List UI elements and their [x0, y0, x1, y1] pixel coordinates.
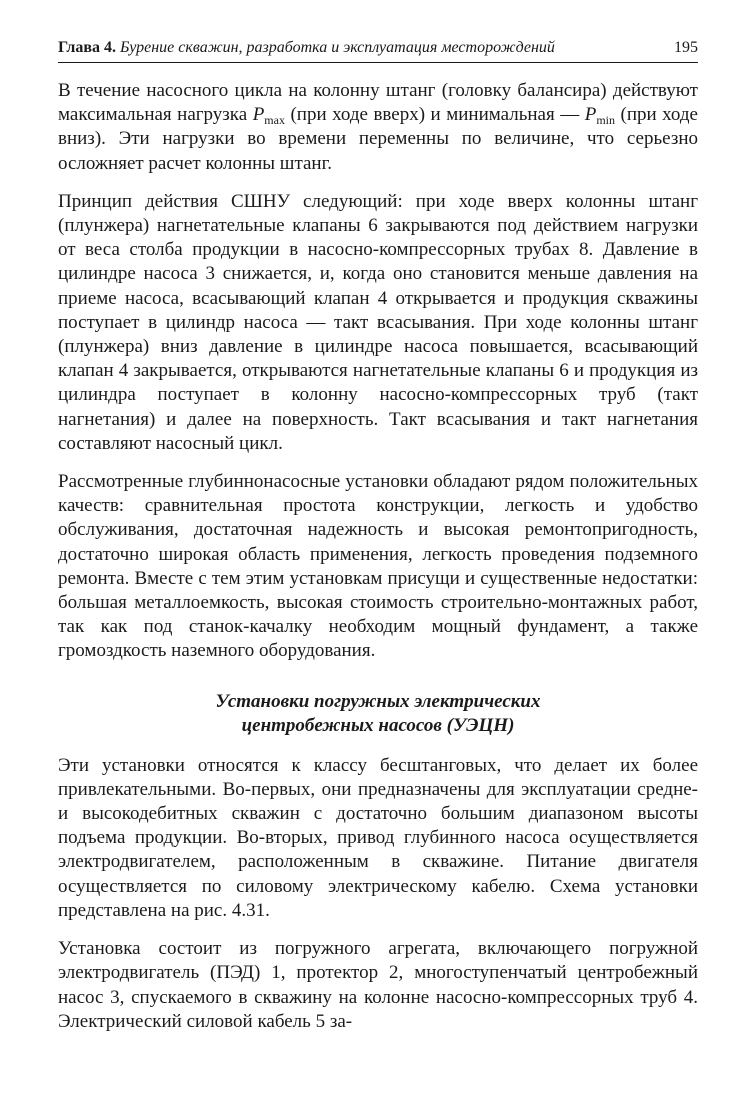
chapter-title: Бурение скважин, разработка и эксплуатация месторождений: [120, 39, 555, 56]
page-number: 195: [674, 39, 698, 56]
pmax-symbol: P: [252, 104, 265, 126]
pmin-subscript: min: [596, 113, 615, 128]
paragraph-advantages-disadvantages: Рассмотренные глубиннонасосные установки обладают рядом положительных качеств: сравнительная простота конструкции, легкость и удобство обслуживания, достаточная надежность и высокая ремонтопригодность, достаточно широкая область применения, легкость проведения подземного ремонта. Вместе с тем этим установкам присущи и существенные недостатки: большая металлоемкость, высокая стоимость строительно-монтажных работ, так как под станок-качалку необходим мощный фундамент, а также громоздкость наземного оборудования.: [58, 471, 698, 662]
paragraph-rodless-units: Эти установки относятся к классу бесштанговых, что делает их более привлекательными. Во-первых, они предназначены для эксплуатации средне- и высокодебитных скважин с достаточно большим диапазоном высоты подъема продукции. Во-вторых, привод глубинного насоса осуществляется электродвигателем, расположенным в скважине. Питание двигателя осуществляется по силовому электрическому кабелю. Схема установки представлена на рис. 4.31.: [58, 754, 698, 921]
paragraph-1-part-2: (при ходе вверх) и минимальная —: [284, 104, 585, 126]
running-head: [58, 38, 698, 63]
paragraph-operating-principle: Принцип действия СШНУ следующий: при ходе вверх колонны штанг (плунжера) нагнетательные клапаны 6 закрываются под действием нагрузки от веса столба продукции в насосно-компрессорных трубах 8. Давление в цилиндре насоса 3 снижается, и, когда оно становится меньше давления на приеме насоса, всасывающий клапан 4 открывается и продукция скважины поступает в цилиндр насоса — такт всасывания. При ходе колонны штанг (плунжера) вниз давление в цилиндре насоса повышается, всасывающий клапан 4 закрывается, открываются нагнетательные клапаны 6 и продукция из цилиндра поступает в колонну насосно-компрессорных труб (такт нагнетания) и далее на поверхность. Такт всасывания и такт нагнетания составляют насосный цикл.: [58, 190, 698, 454]
pmin-symbol: P: [584, 104, 597, 126]
book-page: [58, 38, 698, 1048]
chapter-label: Глава 4.: [58, 39, 116, 56]
paragraph-unit-composition: Установка состоит из погружного агрегата, включающего погружной электродвигатель (ПЭД) 1, протектор 2, многоступенчатый центробежный насос 3, спускаемого в скважину на колонне насосно-компрессорных труб 4. Электрический силовой кабель 5 за-: [58, 938, 698, 1032]
section-heading-line-1: Установки погружных электрических: [215, 690, 541, 712]
paragraph-1-part-3: (при ходе вниз). Эти нагрузки во времени переменны по величине, что серьезно осложняет расчет колонны штанг.: [58, 104, 698, 174]
paragraph-1-part-1: В течение насосного цикла на колонну штанг (головку балансира) действуют максимальная нагрузка: [58, 80, 698, 126]
section-heading-line-2: центробежных насосов (УЭЦН): [241, 714, 515, 736]
running-head-left: [58, 38, 555, 58]
paragraph-pump-cycle-loads: [58, 79, 698, 176]
pmax-subscript: max: [264, 113, 285, 128]
section-heading: [58, 690, 698, 738]
